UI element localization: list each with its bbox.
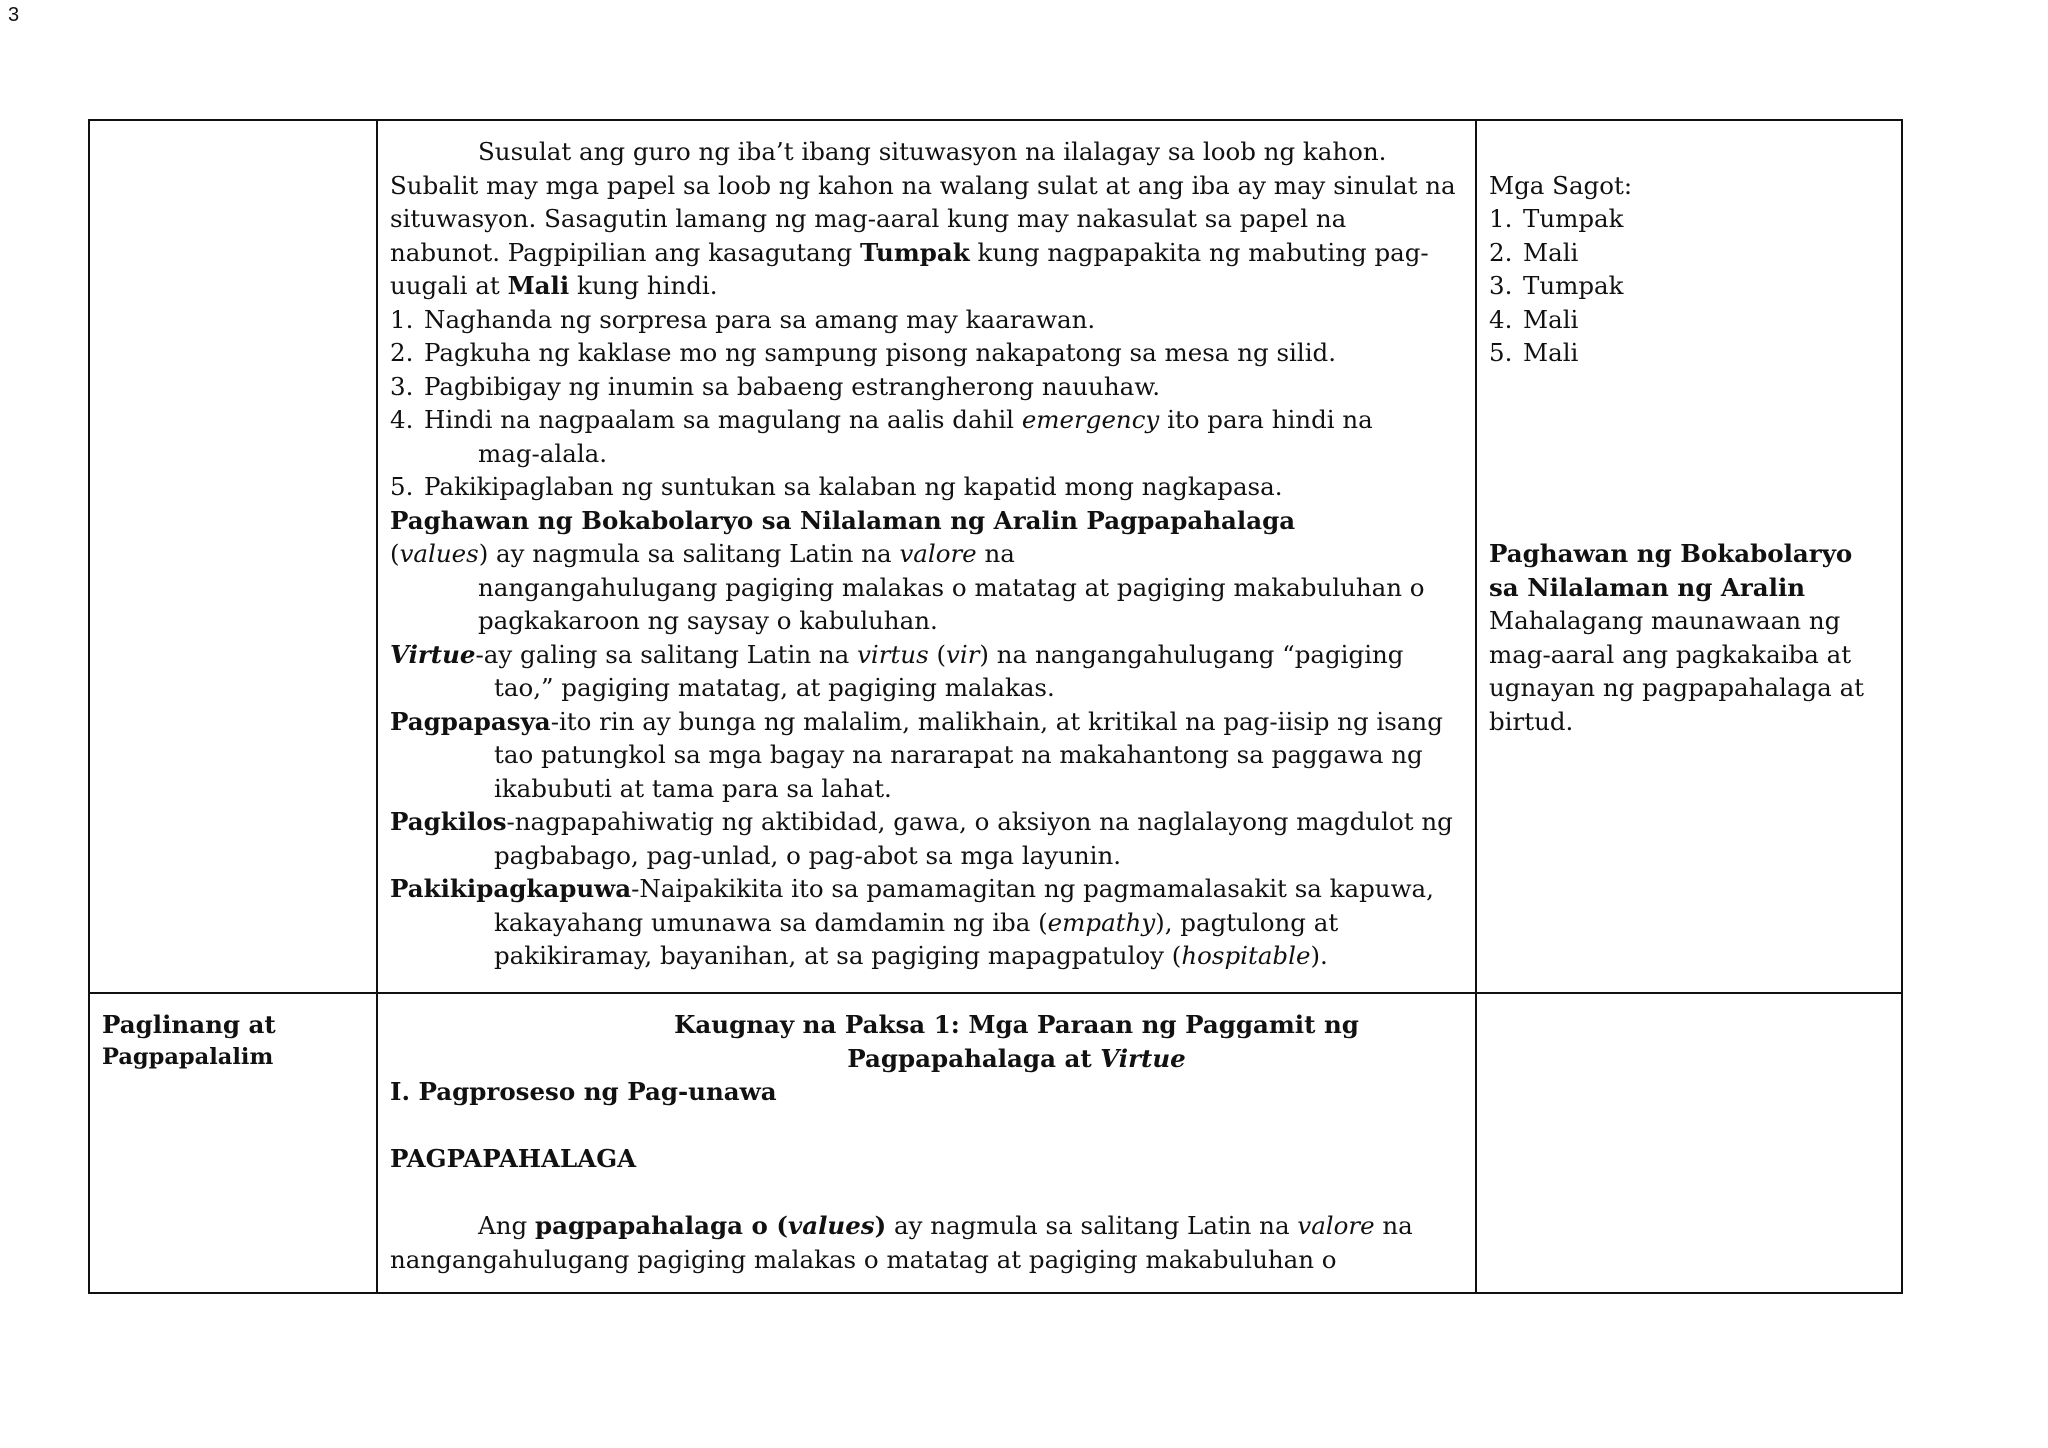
notes-cell [1476, 993, 1902, 1293]
list-item: 2. Pagkuha ng kaklase mo ng sampung pisong nakapatong sa mesa ng silid. [390, 338, 1337, 367]
intro-paragraph: Subalit may mga papel sa loob ng kahon na walang sulat at ang iba ay may sinulat na situwasyon. Sasagutin lamang ng mag-aaral kung may nakasulat sa papel na nabunot. Pagpipilian ang kasagutang Tumpak kung nagpapakita ng mabuting pag-uugali at Mali kung hindi. [390, 170, 1456, 300]
list-item: 5. Pakikipaglaban ng suntukan sa kalaban ng kapatid mong nagkapasa. [390, 472, 1283, 501]
list-item: 1. Naghanda ng sorpresa para sa amang may kaarawan. [390, 304, 1096, 334]
notes-heading: Paghawan ng Bokabolaryo sa Nilalaman ng Aralin [1489, 539, 1853, 602]
values-paragraph-cont: nangangahulugang pagiging malakas o matatag at pagiging makabuluhan o [390, 1244, 1337, 1274]
answer-item: 3. Tumpak [1489, 271, 1624, 300]
vocab-heading: Paghawan ng Bokabolaryo sa Nilalaman ng Aralin Pagpapahalaga [390, 505, 1296, 535]
list-item: 3. Pagbibigay ng inumin sa babaeng estrangherong nauuhaw. [390, 371, 1161, 401]
answer-item: 2. Mali [1489, 237, 1579, 267]
activity-content-cell [377, 993, 1476, 1293]
section-label-cell [89, 120, 377, 993]
answer-item: 4. Mali [1489, 304, 1579, 334]
lesson-plan-table [88, 119, 1903, 1294]
tumpak-term: Tumpak [860, 237, 970, 267]
values-paragraph: Ang pagpapahalaga o (values) ay nagmula sa salitang Latin na valore na [478, 1211, 1413, 1240]
section-label-cell [89, 993, 377, 1293]
pagpapasya-definition: Pagpapasya-ito rin ay bunga ng malalim, malikhain, at kritikal na pag-iisip ng isang tao patungkol sa mga bagay na nararapat na makahantong sa paggawa ng ikabubuti at tama para sa lahat. [390, 706, 1443, 803]
answers-label: Mga Sagot: [1489, 170, 1633, 200]
topic-title: Kaugnay na Paksa 1: Mga Paraan ng Paggamit ng Pagpapahalaga at Virtue [674, 1010, 1359, 1073]
notes-cell [1476, 120, 1902, 993]
pagkilos-definition: Pagkilos-nagpapahiwatig ng aktibidad, gawa, o aksiyon na naglalayong magdulot ng pagbabago, pag-unlad, o pag-abot sa mga layunin. [390, 807, 1453, 870]
answer-item: 5. Mali [1489, 338, 1579, 367]
list-item-continuation: mag-alala. [478, 438, 608, 468]
table-row [89, 993, 1902, 1293]
values-definition: (values) ay nagmula sa salitang Latin na valore na [390, 539, 1015, 568]
notes-text: Mahalagang maunawaan ng mag-aaral ang pagkakaiba at ugnayan ng pagpapahalaga at birtud. [1489, 606, 1865, 736]
caps-heading: PAGPAPAHALAGA [390, 1144, 637, 1173]
list-item: 4. Hindi na nagpaalam sa magulang na aalis dahil emergency ito para hindi na [390, 405, 1373, 434]
section-label: Paglinang at Pagpapalalim [102, 1010, 276, 1070]
virtue-definition: Virtue-ay galing sa salitang Latin na virtus (vir) na nangangahulugang “pagiging tao,” pagiging matatag, at pagiging malakas. [390, 639, 1404, 702]
page-number: 3 [8, 4, 20, 26]
mali-term: Mali [507, 271, 570, 300]
answer-item: 1. Tumpak [1489, 204, 1624, 233]
intro-line: Susulat ang guro ng iba’t ibang situwasyon na ilalagay sa loob ng kahon. [478, 137, 1387, 166]
pakikipagkapuwa-definition: Pakikipagkapuwa-Naipakikita ito sa pamamagitan ng pagmamalasakit sa kapuwa, kakayahang umunawa sa damdamin ng iba (empathy), pagtulong at pakikiramay, bayanihan, at sa pagiging mapagpatuloy (hospitable). [390, 874, 1434, 970]
table-row [89, 120, 1902, 993]
activity-content-cell [377, 120, 1476, 993]
section-heading: I. Pagproseso ng Pag-unawa [390, 1077, 777, 1106]
values-definition-cont: nangangahulugang pagiging malakas o matatag at pagiging makabuluhan o pagkakaroon ng saysay o kabuluhan. [478, 572, 1425, 635]
